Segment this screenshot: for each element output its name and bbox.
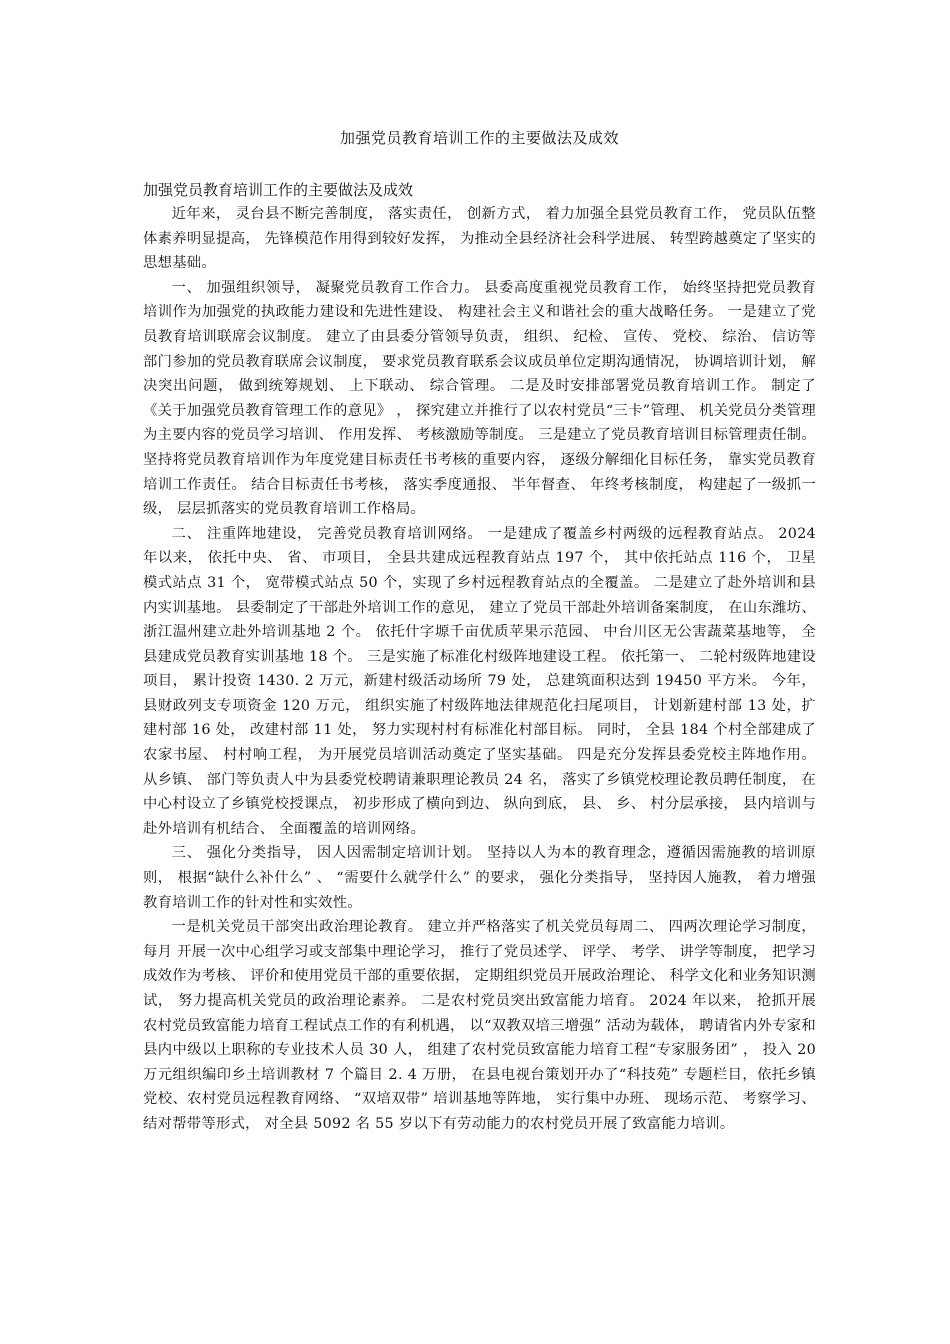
paragraph-section-3: 三、 强化分类指导， 因人因需制定培训计划。 坚持以人为本的教育理念，遵循因需施教的培训原则， 根据“缺什么补什么” 、 “需要什么就学什么” 的要求， 强化分类指导， 坚持因人施教， 着力增强教育培训工作的针对性和实效性。 [143, 845, 816, 911]
document-title: 加强党员教育培训工作的主要做法及成效 [339, 129, 619, 147]
document-subtitle: 加强党员教育培训工作的主要做法及成效 [143, 181, 414, 199]
paragraph-section-3-detail: 一是机关党员干部突出政治理论教育。 建立并严格落实了机关党员每周二、 四两次理论学习制度， 每月 开展一次中心组学习或支部集中理论学习， 推行了党员述学、 评学、 考学、 讲学等制度， 把学习成效作为考核、 评价和使用党员干部的重要依据， 定期组织党员开展政治理论、 科学文化和业务知识测试， 努力提高机关党员的政治理论素养。 二是农村党员突出致富能力培育。 2024 年以来， 抢抓开展农村党员致富能力培育工程试点工作的有利机遇， 以“双教双培三增强” 活动为载体， 聘请省内外专家和县内中级以上职称的专业技术人员 30 人， 组建了农村党员致富能力培育工程“专家服务团” ， 投入 20 万元组织编印乡土培训教材 7 个篇目 2. 4 万册， 在县电视台策划开办了“科技苑” 专题栏目，依托乡镇党校、农村党员远程教育网络、 “双培双带” 培训基地等阵地， 实行集中办班、 现场示范、 考察学习、 结对帮带等形式， 对全县 5092 名 55 岁以下有劳动能力的农村党员开展了致富能力培训。 [143, 919, 816, 1132]
paragraph-section-2: 二、 注重阵地建设， 完善党员教育培训网络。 一是建成了覆盖乡村两级的远程教育站点。 2024 年以来， 依托中央、 省、 市项目， 全县共建成远程教育站点 197 个， 其中依托站点 116 个， 卫星模式站点 31 个， 宽带模式站点 50 个，实现了乡村远程教育站点的全覆盖。 二是建立了赴外培训和县内实训基地。 县委制定了干部赴外培训工作的意见， 建立了党员干部赴外培训备案制度， 在山东潍坊、 浙江温州建立赴外培训基地 2 个。 依托什字塬千亩优质苹果示范园、 中台川区无公害蔬菜基地等， 全县建成党员教育实训基地 18 个。 三是实施了标准化村级阵地建设工程。 依托第一、 二轮村级阵地建设项目， 累计投资 1430. 2 万元，新建村级活动场所 79 处， 总建筑面积达到 19450 平方米。 今年， 县财政列支专项资金 120 万元， 组织实施了村级阵地法律规范化扫尾项目， 计划新建村部 13 处，扩建村部 16 处， 改建村部 11 处， 努力实现村村有标准化村部目标。 同时， 全县 184 个村全部建成了农家书屋、 村村响工程， 为开展党员培训活动奠定了坚实基础。 四是充分发挥县委党校主阵地作用。 从乡镇、 部门等负责人中为县委党校聘请兼职理论教员 24 名， 落实了乡镇党校理论教员聘任制度， 在中心村设立了乡镇党校授课点， 初步形成了横向到边、 纵向到底， 县、 乡、 村分层承接， 县内培训与赴外培训有机结合、 全面覆盖的培训网络。 [143, 525, 816, 837]
paragraph-section-1: 一、 加强组织领导， 凝聚党员教育工作合力。 县委高度重视党员教育工作， 始终坚持把党员教育培训作为加强党的执政能力建设和先进性建设、 构建社会主义和谐社会的重大战略任务。 一是建立了党员教育培训联席会议制度。 建立了由县委分管领导负责， 组织、 纪检、 宣传、 党校、 综治、 信访等部门参加的党员教育联席会议制度， 要求党员教育联系会议成员单位定期沟通情况， 协调培训计划， 解决突出问题， 做到统筹规划、 上下联动、 综合管理。 二是及时安排部署党员教育培训工作。 制定了《关于加强党员教育管理工作的意见》 ， 探究建立并推行了以农村党员“三卡”管理、 机关党员分类管理为主要内容的党员学习培训、 作用发挥、 考核激励等制度。 三是建立了党员教育培训目标管理责任制。 坚持将党员教育培训作为年度党建目标责任书考核的重要内容， 逐级分解细化目标任务， 靠实党员教育培训工作责任。 结合目标责任书考核， 落实季度通报、 半年督查、 年终考核制度， 构建起了一级抓一级， 层层抓落实的党员教育培训工作格局。 [143, 279, 816, 518]
paragraph-intro: 近年来， 灵台县不断完善制度， 落实责任， 创新方式， 着力加强全县党员教育工作， 党员队伍整体素养明显提高， 先锋模范作用得到较好发挥， 为推动全县经济社会科学进展、 转型跨越奠定了坚实的思想基础。 [143, 206, 816, 272]
